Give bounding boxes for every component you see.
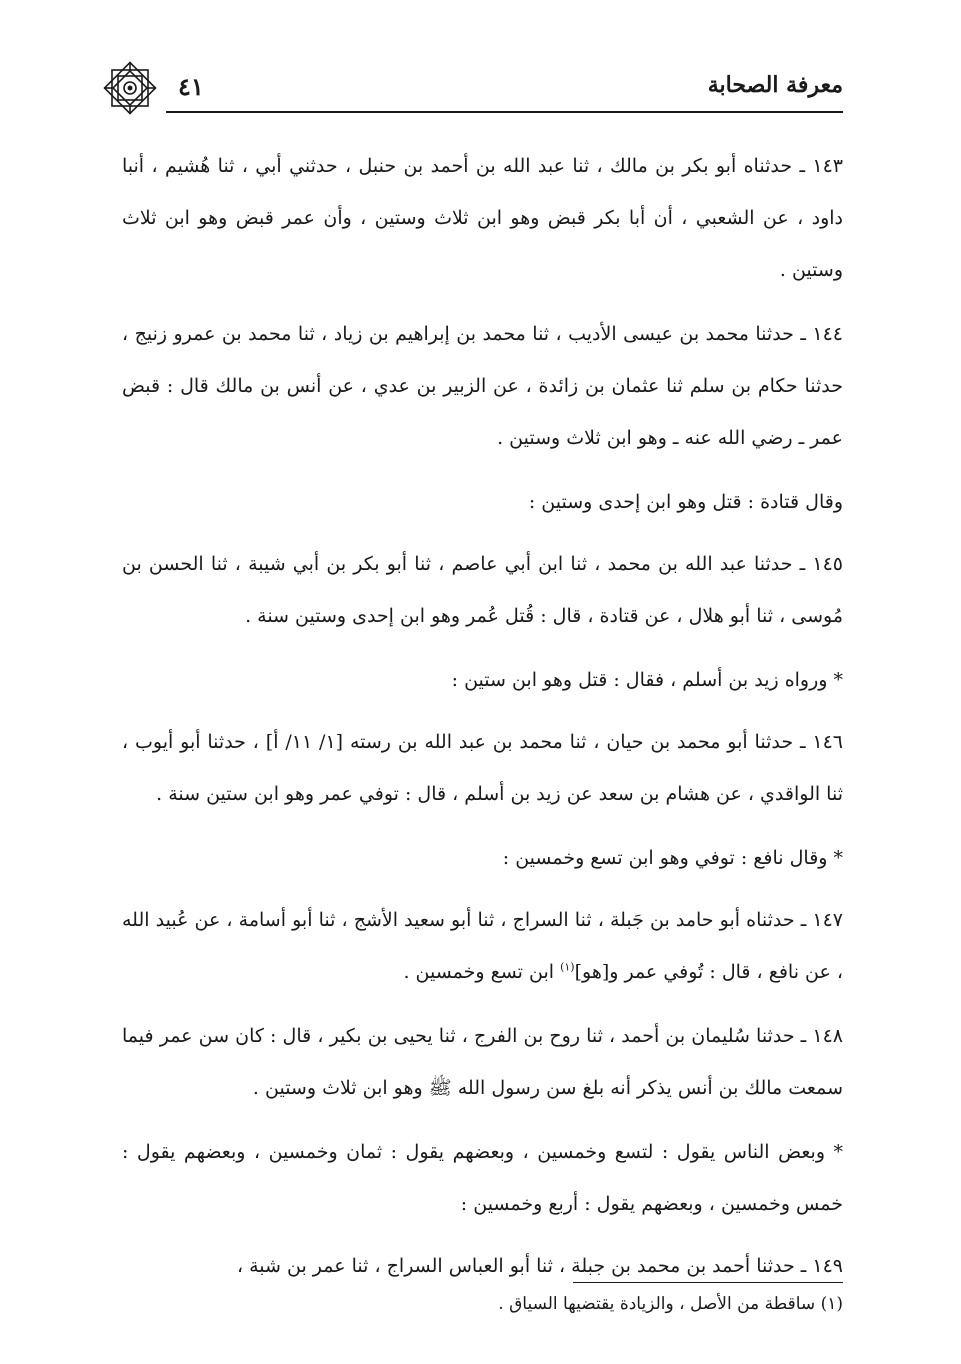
- main-text: [122, 140, 843, 1304]
- paragraph-147: [122, 894, 843, 998]
- paragraph-147-text: ١٤٧ ـ حدثناه أبو حامد بن جَبلة ، ثنا السراج ، ثنا أبو سعيد الأشج ، ثنا أبو أسامة ، عن عُبيد الله ، عن نافع ، قال : تُوفي عمر و[هو]: [122, 909, 843, 983]
- paragraph-149: ١٤٩ ـ حدثنا أحمد بن محمد بن جبلة ، ثنا أبو العباس السراج ، ثنا عمر بن شبة ،: [236, 1255, 843, 1277]
- paragraph-144: ١٤٤ ـ حدثنا محمد بن عيسى الأديب ، ثنا محمد بن إبراهيم بن زياد ، ثنا محمد بن عمرو زنيج ، حدثنا حكام بن سلم ثنا عثمان بن زائدة ، عن الزبير بن عدي ، عن أنس بن مالك قال : قبض عمر ـ رضي الله عنه ـ وهو ابن ثلاث وستين .: [122, 323, 843, 449]
- footnote-reference[interactable]: (١): [560, 960, 575, 974]
- paragraph-zayd-note: * ورواه زيد بن أسلم ، فقال : قتل وهو ابن ستين :: [451, 669, 843, 691]
- paragraph-145: ١٤٥ ـ حدثنا عبد الله بن محمد ، ثنا ابن أبي عاصم ، ثنا أبو بكر بن أبي شيبة ، ثنا الحسن بن مُوسى ، ثنا أبو هلال ، عن قتادة ، قال : قُتل عُمر وهو ابن إحدى وستين سنة .: [122, 553, 843, 627]
- paragraph-146: ١٤٦ ـ حدثنا أبو محمد بن حيان ، ثنا محمد بن عبد الله بن رسته [١/ ١١/ أ] ، حدثنا أبو أيوب ، ثنا الواقدي ، عن هشام بن سعد عن زيد بن أسلم ، قال : توفي عمر وهو ابن ستين سنة .: [122, 731, 844, 805]
- paragraph-qatada-note: وقال قتادة : قتل وهو ابن إحدى وستين :: [528, 491, 843, 513]
- paragraph-opinions-note: * وبعض الناس يقول : لتسع وخمسين ، وبعضهم يقول : ثمان وخمسين ، وبعضهم يقول : خمس وخمسين ، وبعضهم يقول : أربع وخمسين :: [122, 1141, 843, 1215]
- paragraph-147-text-end: ابن تسع وخمسين .: [403, 961, 561, 983]
- footnote-1: (١) ساقطة من الأصل ، والزيادة يقتضيها السياق .: [498, 1294, 843, 1314]
- header-rule: [166, 111, 843, 113]
- paragraph-143: ١٤٣ ـ حدثناه أبو بكر بن مالك ، ثنا عبد الله بن أحمد بن حنبل ، حدثني أبي ، ثنا هُشيم ، أنبا داود ، عن الشعبي ، أن أبا بكر قبض وهو ابن ثلاث وستين ، وأن عمر قبض وهو ابن ثلاث وستين .: [122, 155, 843, 281]
- octagram-ornament-icon: [100, 58, 160, 118]
- running-title: معرفة الصحابة: [707, 72, 843, 98]
- page-number: ٤١: [178, 72, 204, 101]
- paragraph-148: ١٤٨ ـ حدثنا سُليمان بن أحمد ، ثنا روح بن الفرج ، ثنا يحيى بن بكير ، قال : كان سن عمر فيما سمعت مالك بن أنس يذكر أنه بلغ سن رسول الله ﷺ وهو ابن ثلاث وستين .: [122, 1025, 843, 1099]
- footnote-rule: [573, 1282, 843, 1283]
- page-header: [100, 58, 843, 116]
- paragraph-nafi-note: * وقال نافع : توفي وهو ابن تسع وخمسين :: [502, 847, 843, 869]
